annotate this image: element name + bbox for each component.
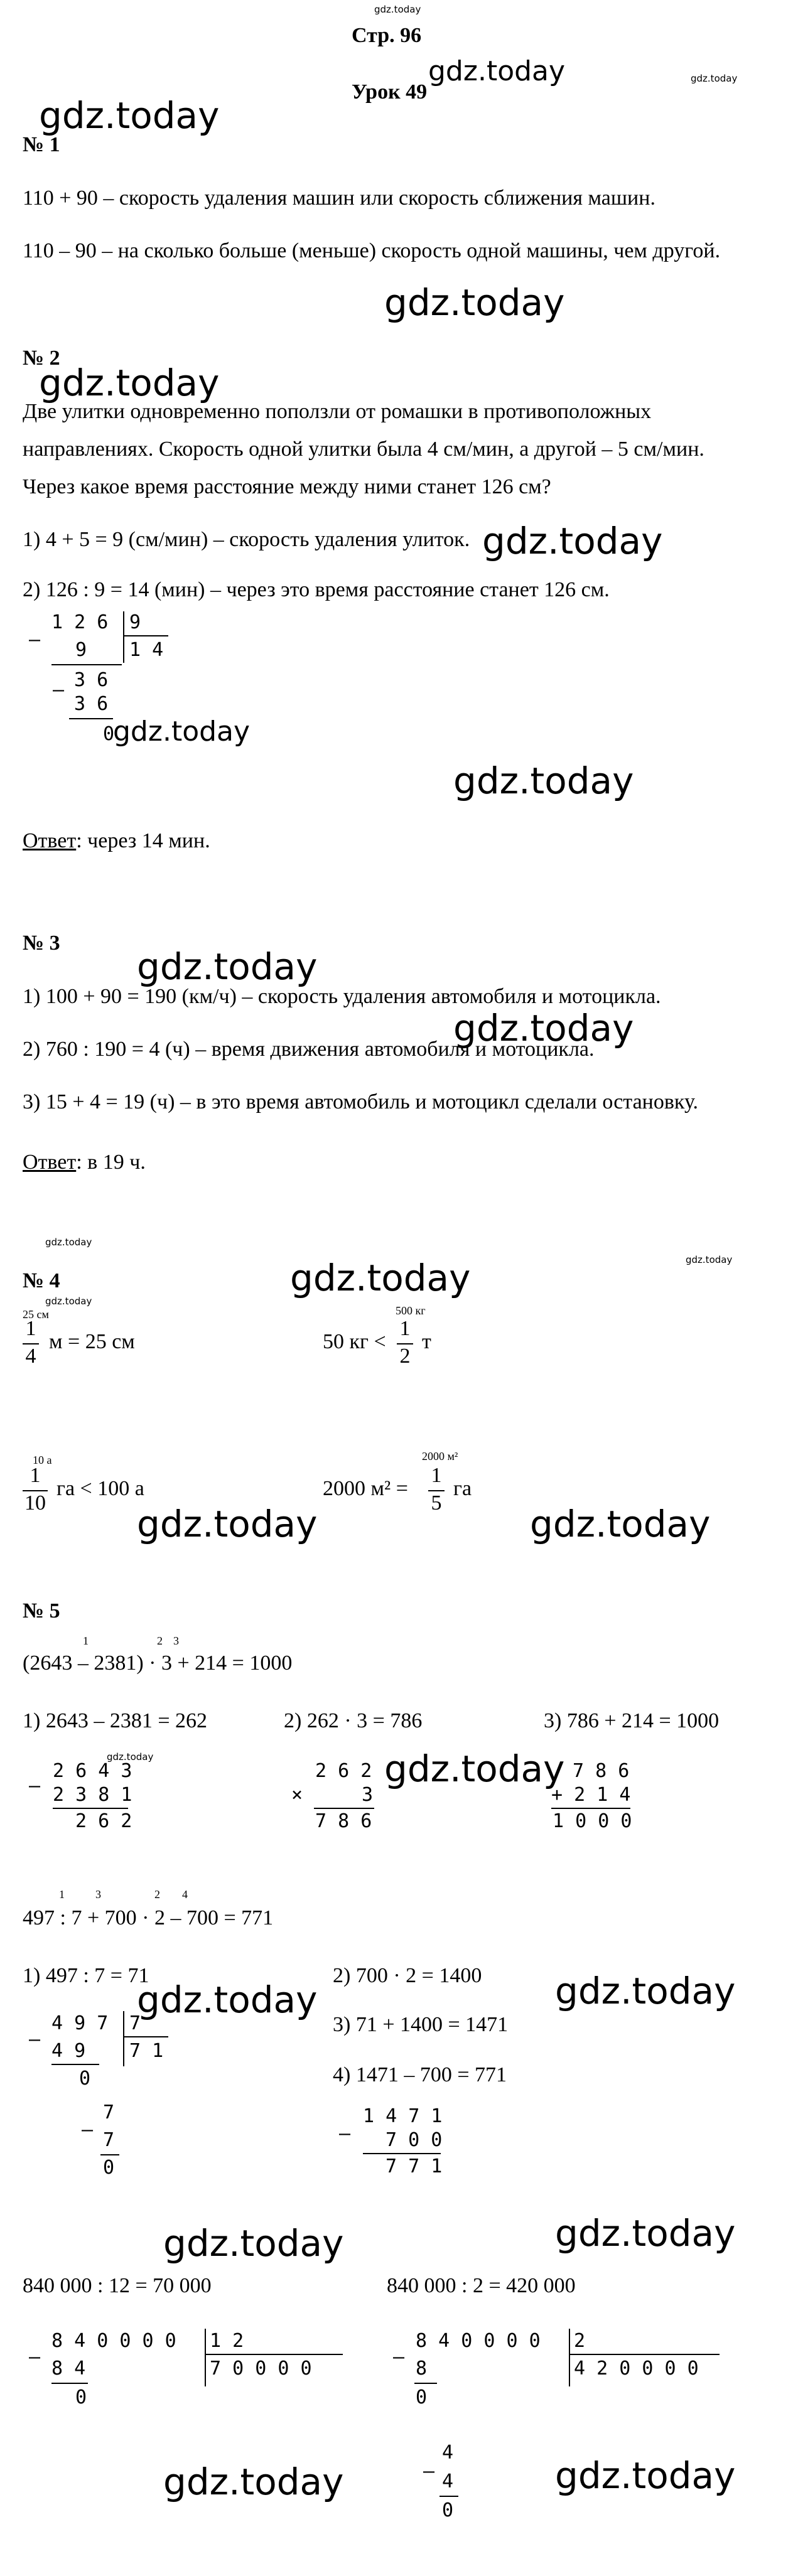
ex2-answer: Ответ: через 14 мин. bbox=[23, 829, 210, 852]
ex5-step-1b: 1) 497 : 7 = 71 bbox=[23, 1964, 149, 1987]
operand: 7 8 6 bbox=[573, 1760, 630, 1782]
ex3-step-2: 2) 760 : 190 = 4 (ч) – время движения автомобиля и мотоцикла. bbox=[23, 1038, 595, 1061]
ex2-step-1: 1) 4 + 5 = 9 (см/мин) – скорость удаления улиток. bbox=[23, 528, 470, 551]
expression: 50 кг < bbox=[323, 1330, 386, 1353]
watermark: gdz.today bbox=[137, 1978, 318, 2021]
fraction-denominator: 5 bbox=[431, 1491, 442, 1515]
subtrahend: 3 6 bbox=[74, 693, 109, 715]
watermark: gdz.today bbox=[384, 1747, 565, 1790]
hint-value: 10 а bbox=[33, 1454, 52, 1466]
operand: 1 4 7 1 bbox=[363, 2105, 443, 2127]
hint-value: 2000 м² bbox=[422, 1450, 458, 1462]
remainder: 0 bbox=[75, 2386, 87, 2408]
dividend: 8 4 0 0 0 0 bbox=[416, 2330, 541, 2352]
expression: 497 : 7 + 700 · 2 – 700 = 771 bbox=[23, 1906, 274, 1929]
order-mark: 1 bbox=[83, 1634, 89, 1647]
minus-sign: – bbox=[393, 2346, 405, 2368]
ex3-step-1: 1) 100 + 90 = 190 (км/ч) – скорость удаления автомобиля и мотоцикла. bbox=[23, 985, 661, 1008]
expression: га < 100 а bbox=[57, 1477, 144, 1500]
watermark: gdz.today bbox=[453, 1007, 634, 1049]
operand: 7 0 0 bbox=[386, 2129, 443, 2151]
operand: 3 bbox=[362, 1784, 374, 1806]
remainder: 0 bbox=[103, 2157, 115, 2179]
dividend: 8 4 0 0 0 0 bbox=[51, 2330, 176, 2352]
minus-sign: – bbox=[339, 2123, 351, 2145]
remainder: 0 bbox=[103, 723, 115, 745]
quotient: 7 1 bbox=[129, 2040, 164, 2062]
watermark: gdz.today bbox=[45, 1237, 92, 1248]
expression: га bbox=[453, 1477, 472, 1500]
result: 7 7 1 bbox=[386, 2155, 443, 2177]
remainder: 0 bbox=[416, 2386, 428, 2408]
watermark: gdz.today bbox=[45, 1296, 92, 1307]
ex2-task-2: направлениях. Скорость одной улитки была 4 см/мин, а другой – 5 см/мин. bbox=[23, 437, 704, 461]
order-mark: 3 bbox=[173, 1634, 179, 1647]
result: 2 6 2 bbox=[75, 1810, 132, 1832]
minus-sign: – bbox=[29, 2029, 41, 2051]
watermark: gdz.today bbox=[163, 2461, 344, 2503]
divisor: 1 2 bbox=[210, 2330, 244, 2352]
exercise-1-label: № 1 bbox=[23, 133, 60, 156]
ex5-step-4b: 4) 1471 – 700 = 771 bbox=[333, 2063, 507, 2086]
minus-sign: – bbox=[82, 2119, 94, 2141]
ex1-line-2: 110 – 90 – на сколько больше (меньше) скорость одной машины, чем другой. bbox=[23, 239, 721, 262]
watermark: gdz.today bbox=[39, 94, 220, 137]
ex2-task-1: Две улитки одновременно поползли от ромашки в противоположных bbox=[23, 400, 652, 423]
watermark: gdz.today bbox=[113, 716, 251, 748]
expression: 840 000 : 12 = 70 000 bbox=[23, 2274, 212, 2297]
ex2-step-2: 2) 126 : 9 = 14 (мин) – через это время расстояние станет 126 см. bbox=[23, 578, 610, 601]
watermark: gdz.today bbox=[290, 1257, 471, 1299]
watermark: gdz.today bbox=[555, 1970, 736, 2012]
remainder: 4 bbox=[442, 2442, 454, 2464]
fraction-denominator: 2 bbox=[399, 1344, 411, 1368]
quotient: 7 0 0 0 0 bbox=[210, 2358, 312, 2380]
ex5-step-3: 3) 786 + 214 = 1000 bbox=[544, 1709, 720, 1732]
remainder: 0 bbox=[79, 2068, 91, 2090]
result: 7 8 6 bbox=[315, 1810, 372, 1832]
watermark: gdz.today bbox=[384, 281, 565, 324]
watermark: gdz.today bbox=[428, 55, 566, 87]
watermark: gdz.today bbox=[137, 1503, 318, 1545]
divisor: 9 bbox=[129, 611, 141, 633]
ex3-step-3: 3) 15 + 4 = 19 (ч) – в это время автомобиль и мотоцикл сделали остановку. bbox=[23, 1090, 699, 1114]
quotient: 1 4 bbox=[129, 639, 164, 661]
subtrahend: 7 bbox=[103, 2129, 115, 2151]
divisor: 2 bbox=[574, 2330, 586, 2352]
exercise-4-label: № 4 bbox=[23, 1269, 60, 1292]
watermark: gdz.today bbox=[374, 4, 421, 15]
dividend: 1 2 6 bbox=[51, 611, 109, 633]
remainder: 7 bbox=[103, 2101, 115, 2123]
watermark: gdz.today bbox=[530, 1503, 711, 1545]
expression: 840 000 : 2 = 420 000 bbox=[387, 2274, 576, 2297]
dividend: 4 9 7 bbox=[51, 2012, 109, 2034]
result: 1 0 0 0 bbox=[553, 1810, 632, 1832]
order-mark: 4 bbox=[182, 1888, 188, 1901]
order-mark: 2 bbox=[154, 1888, 160, 1901]
watermark: gdz.today bbox=[482, 520, 663, 562]
subtrahend: 4 9 bbox=[51, 2040, 86, 2062]
minus-sign: – bbox=[29, 629, 41, 651]
multiply-sign: × bbox=[291, 1784, 303, 1806]
expression: т bbox=[422, 1330, 431, 1353]
hint-value: 500 кг bbox=[396, 1304, 426, 1317]
expression: (2643 – 2381) · 3 + 214 = 1000 bbox=[23, 1651, 293, 1675]
minus-sign: – bbox=[29, 2346, 41, 2368]
watermark: gdz.today bbox=[686, 1254, 733, 1265]
watermark: gdz.today bbox=[39, 362, 220, 404]
fraction-numerator: 1 bbox=[30, 1464, 41, 1487]
ex5-step-2b: 2) 700 · 2 = 1400 bbox=[333, 1964, 482, 1987]
quotient: 4 2 0 0 0 0 bbox=[574, 2358, 699, 2380]
watermark: gdz.today bbox=[555, 2212, 736, 2255]
expression: м = 25 см bbox=[49, 1330, 135, 1353]
hint-value: 25 см bbox=[23, 1308, 49, 1321]
subtrahend: 8 bbox=[416, 2358, 428, 2380]
operand: + 2 1 4 bbox=[551, 1784, 631, 1806]
exercise-3-label: № 3 bbox=[23, 931, 60, 955]
minus-sign: – bbox=[53, 679, 65, 701]
fraction-numerator: 1 bbox=[25, 1317, 36, 1340]
ex3-answer: Ответ: в 19 ч. bbox=[23, 1151, 146, 1174]
order-mark: 3 bbox=[95, 1888, 101, 1901]
ex5-step-1: 1) 2643 – 2381 = 262 bbox=[23, 1709, 207, 1732]
expression: 2000 м² = bbox=[323, 1477, 408, 1500]
watermark: gdz.today bbox=[453, 759, 634, 802]
fraction-denominator: 10 bbox=[24, 1491, 46, 1515]
page-title: Стр. 96 bbox=[352, 24, 422, 47]
exercise-2-label: № 2 bbox=[23, 346, 60, 370]
minus-sign: – bbox=[29, 1775, 41, 1797]
watermark: gdz.today bbox=[555, 2454, 736, 2497]
fraction-numerator: 1 bbox=[399, 1317, 411, 1340]
order-mark: 1 bbox=[59, 1888, 65, 1901]
subtrahend: 4 bbox=[442, 2471, 454, 2493]
watermark: gdz.today bbox=[137, 945, 318, 988]
subtrahend: 9 bbox=[75, 639, 87, 661]
watermark: gdz.today bbox=[107, 1751, 154, 1763]
ex1-line-1: 110 + 90 – скорость удаления машин или скорость сближения машин. bbox=[23, 186, 655, 210]
ex2-task-3: Через какое время расстояние между ними станет 126 см? bbox=[23, 475, 551, 498]
order-mark: 2 bbox=[157, 1634, 163, 1647]
remainder: 3 6 bbox=[74, 669, 109, 691]
divisor: 7 bbox=[129, 2012, 141, 2034]
ex5-step-2: 2) 262 · 3 = 786 bbox=[284, 1709, 423, 1732]
watermark: gdz.today bbox=[691, 73, 738, 84]
fraction-numerator: 1 bbox=[431, 1464, 442, 1487]
remainder: 0 bbox=[442, 2499, 454, 2521]
watermark: gdz.today bbox=[163, 2222, 344, 2265]
fraction-denominator: 4 bbox=[25, 1344, 36, 1368]
operand: 2 3 8 1 bbox=[53, 1784, 132, 1806]
minus-sign: – bbox=[423, 2461, 435, 2482]
operand: 2 6 2 bbox=[315, 1760, 372, 1782]
lesson-title: Урок 49 bbox=[352, 80, 428, 104]
ex5-step-3b: 3) 71 + 1400 = 1471 bbox=[333, 2013, 509, 2036]
subtrahend: 8 4 bbox=[51, 2358, 86, 2380]
operand: 2 6 4 3 bbox=[53, 1760, 132, 1782]
exercise-5-label: № 5 bbox=[23, 1599, 60, 1623]
